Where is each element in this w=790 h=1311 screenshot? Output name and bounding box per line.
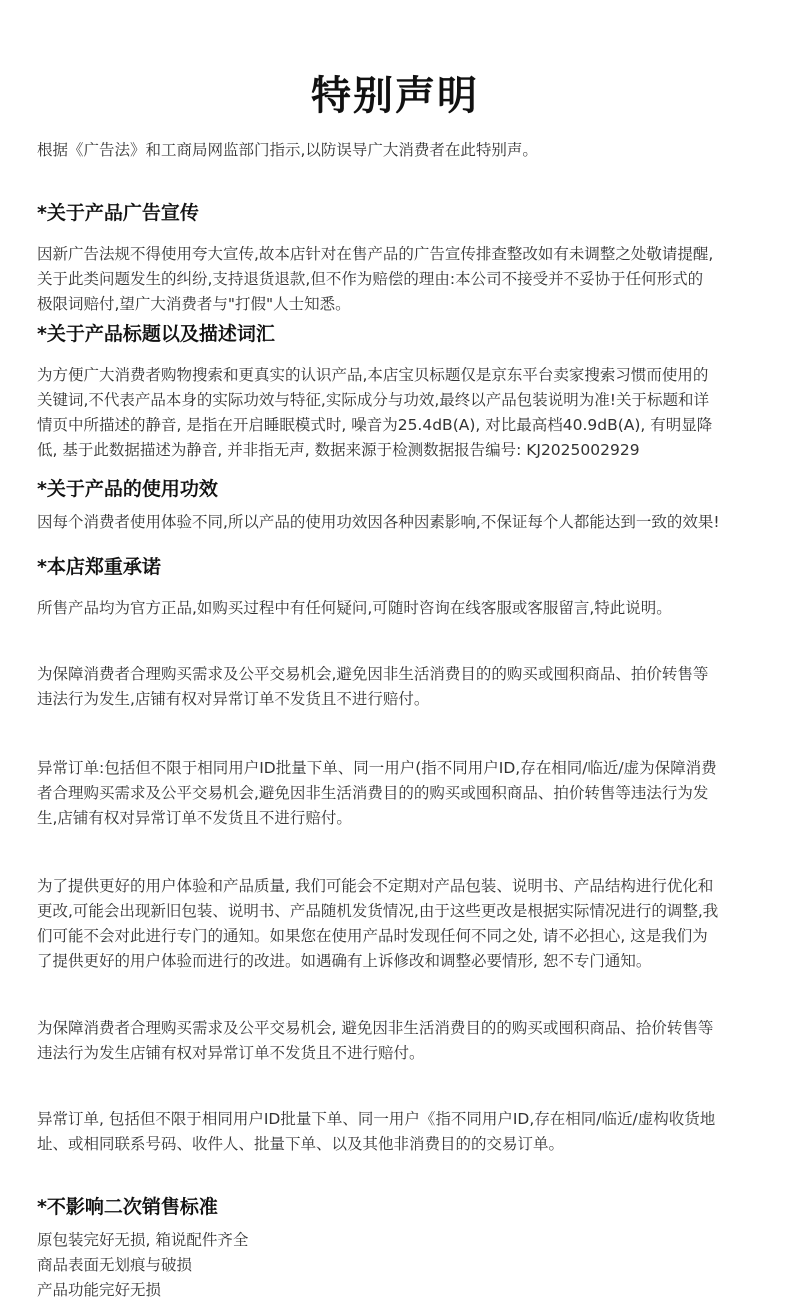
- promise-paragraph-2: [37, 662, 777, 712]
- title-desc-line: 关键词,不代表产品本身的实际功效与特征,实际成分与功效,最终以产品包装说明为准!关于标题和详: [37, 391, 709, 409]
- promise-line: 为保障消费者合理购买需求及公平交易机会, 避免因非生活消费目的的购买或囤积商品、拾价转售等: [37, 1019, 714, 1037]
- ad-paragraph: [37, 242, 777, 317]
- promise-paragraph-3: [37, 756, 777, 831]
- promise-paragraph-6: [37, 1107, 777, 1157]
- promise-paragraph-4: [37, 874, 777, 974]
- ad-line: 关于此类问题发生的纠纷,支持退货退款,但不作为赔偿的理由:本公司不接受并不妥协于任何形式的: [37, 270, 704, 288]
- resale-item: 产品功能完好无损: [37, 1281, 162, 1299]
- title-desc-line: 低, 基于此数据描述为静音, 并非指无声, 数据来源于检测数据报告编号: KJ2025002929: [37, 441, 640, 459]
- promise-line: 生,店铺有权对异常订单不发货且不进行赔付。: [37, 809, 352, 827]
- promise-line: 异常订单:包括但不限于相同用户ID批量下单、同一用户(指不同用户ID,存在相同/临近/虚为保障消费: [37, 759, 717, 777]
- promise-line: 了提供更好的用户体验而进行的改进。如遇确有上诉修改和调整必要情形, 恕不专门通知。: [37, 952, 652, 970]
- heading-title-desc: *关于产品标题以及描述词汇: [37, 323, 275, 345]
- resale-item: 商品表面无划痕与破损: [37, 1256, 193, 1274]
- title-desc-line: 情页中所描述的静音, 是指在开启睡眠模式时, 噪音为25.4dB(A), 对比最高档40.9dB(A), 有明显降: [37, 416, 713, 434]
- promise-line: 违法行为发生店铺有权对异常订单不发货且不进行赔付。: [37, 1044, 425, 1062]
- title-desc-paragraph: [37, 363, 777, 463]
- promise-line: 异常订单, 包括但不限于相同用户ID批量下单、同一用户《指不同用户ID,存在相同/临近/虚构收货地: [37, 1110, 716, 1128]
- heading-promise: *本店郑重承诺: [37, 556, 161, 578]
- ad-line: 因新广告法规不得使用夸大宣传,故本店针对在售产品的广告宣传排查整改如有未调整之处敬请提醒,: [37, 245, 714, 263]
- promise-line: 为保障消费者合理购买需求及公平交易机会,避免因非生活消费目的的购买或囤积商品、拍价转售等: [37, 665, 709, 683]
- resale-list: [37, 1228, 777, 1303]
- promise-line: 为了提供更好的用户体验和产品质量, 我们可能会不定期对产品包装、说明书、产品结构进行优化和: [37, 877, 714, 895]
- promise-line: 所售产品均为官方正品,如购买过程中有任何疑问,可随时咨询在线客服或客服留言,特此说明。: [37, 599, 672, 617]
- intro-text: 根据《广告法》和工商局网监部门指示,以防误导广大消费者在此特别声。: [37, 141, 538, 159]
- effect-line: 因每个消费者使用体验不同,所以产品的使用功效因各种因素影响,不保证每个人都能达到一致的效果!: [37, 513, 720, 531]
- effect-paragraph: [37, 510, 777, 535]
- heading-effect: *关于产品的使用功效: [37, 478, 218, 500]
- promise-paragraph-1: [37, 596, 777, 621]
- page-title: 特别声明: [311, 73, 479, 119]
- promise-paragraph-5: [37, 1016, 777, 1066]
- title-desc-line: 为方便广大消费者购物搜索和更真实的认识产品,本店宝贝标题仅是京东平台卖家搜索习惯而使用的: [37, 366, 709, 384]
- heading-resale: *不影响二次销售标准: [37, 1196, 218, 1218]
- heading-ad: *关于产品广告宣传: [37, 202, 199, 224]
- promise-line: 者合理购买需求及公平交易机会,避免因非生活消费目的的购买或囤积商品、拍价转售等违法行为发: [37, 784, 709, 802]
- resale-item: 原包装完好无损, 箱说配件齐全: [37, 1231, 249, 1249]
- promise-line: 更改,可能会出现新旧包装、说明书、产品随机发货情况,由于这些更改是根据实际情况进行的调整,我: [37, 902, 719, 920]
- ad-line: 极限词赔付,望广大消费者与"打假"人士知悉。: [37, 295, 351, 313]
- promise-line: 违法行为发生,店铺有权对异常订单不发货且不进行赔付。: [37, 690, 430, 708]
- promise-line: 们可能不会对此进行专门的通知。如果您在使用产品时发现任何不同之处, 请不必担心, 这是我们为: [37, 927, 708, 945]
- promise-line: 址、或相同联系号码、收件人、批量下单、以及其他非消费目的的交易订单。: [37, 1135, 565, 1153]
